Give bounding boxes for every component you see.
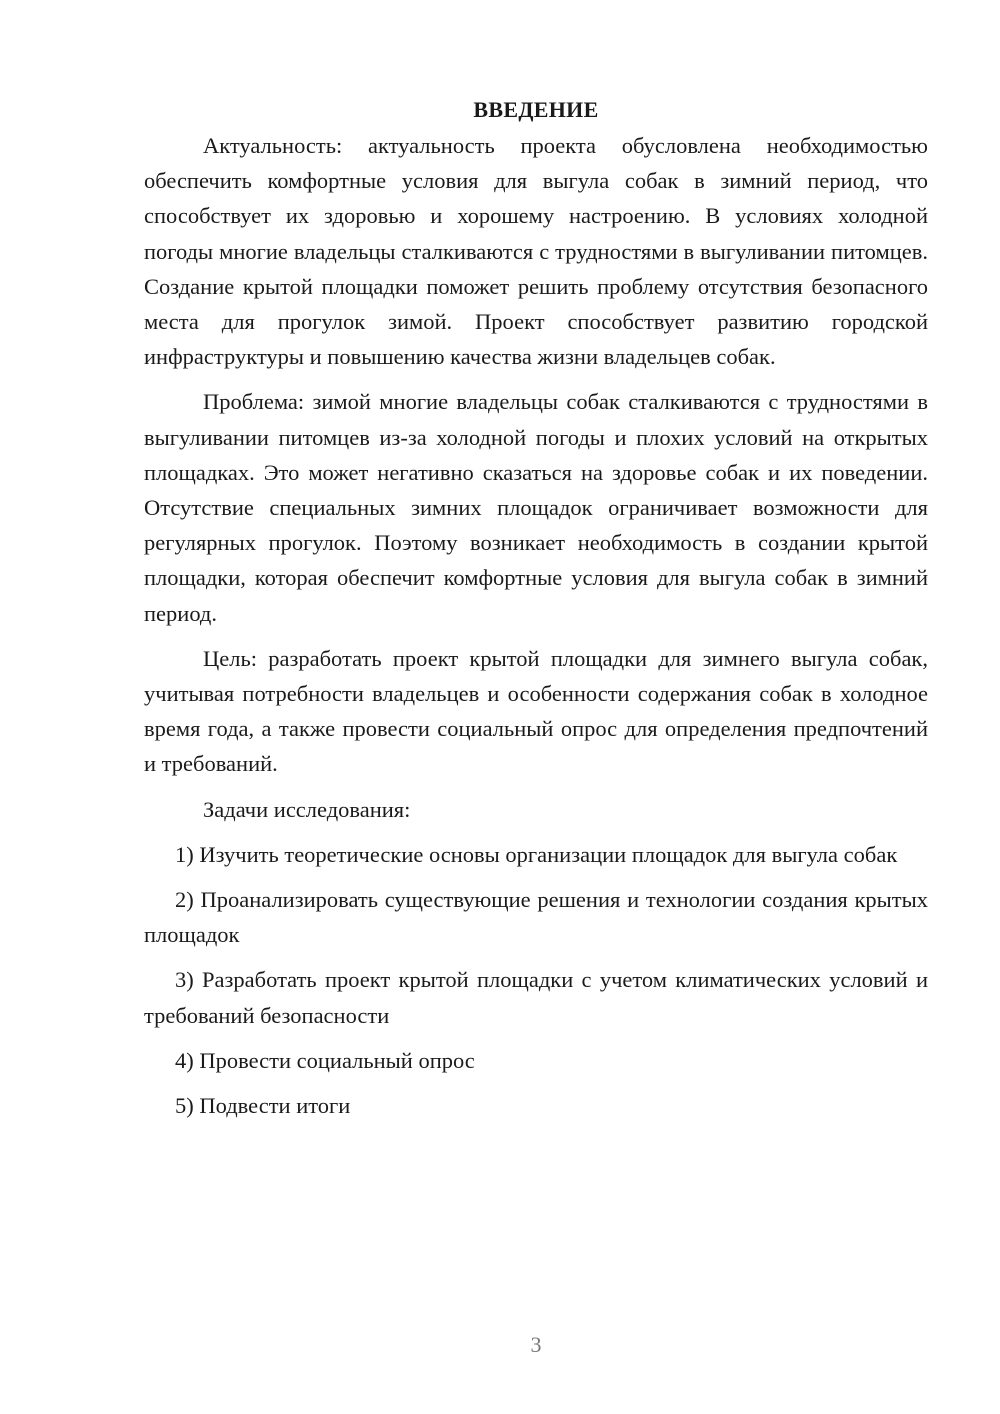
task-item: 3) Разработать проект крытой площадки с учетом климатических условий и требований безопасности xyxy=(144,967,928,1028)
document-title: ВВЕДЕНИЕ xyxy=(473,97,599,122)
paragraph-problem: Проблема: зимой многие владельцы собак сталкиваются с трудностями в выгуливании питомцев из-за холодной погоды и плохих условий на открытых площадках. Это может негативно сказаться на здоровье собак и их поведении. Отсутствие специальных зимних площадок ограничивает возможности для регулярных прогулок. Поэтому возникает необходимость в создании крытой площадки, которая обеспечит комфортные условия для выгула собак в зимний период. xyxy=(144,389,928,626)
task-item: 2) Проанализировать существующие решения и технологии создания крытых площадок xyxy=(144,887,928,948)
paragraph-relevance: Актуальность: актуальность проекта обусловлена необходимостью обеспечить комфортные условия для выгула собак в зимний период, что способствует их здоровью и хорошему настроению. В условиях холодной погоды многие владельцы сталкиваются с трудностями в выгуливании питомцев. Создание крытой площадки поможет решить проблему отсутствия безопасного места для прогулок зимой. Проект способствует развитию городской инфраструктуры и повышению качества жизни владельцев собак. xyxy=(144,133,928,370)
task-item: 1) Изучить теоретические основы организации площадок для выгула собак xyxy=(175,841,898,867)
task-list xyxy=(144,837,928,1123)
document-page xyxy=(144,92,928,1133)
page-number: 3 xyxy=(530,1332,542,1357)
paragraph-goal: Цель: разработать проект крытой площадки для зимнего выгула собак, учитывая потребности владельцев и особенности содержания собак в холодное время года, а также провести социальный опрос для определения предпочтений и требований. xyxy=(144,645,928,777)
task-item: 5) Подвести итоги xyxy=(175,1093,351,1119)
tasks-heading: Задачи исследования: xyxy=(203,796,411,822)
task-item: 4) Провести социальный опрос xyxy=(175,1047,475,1073)
